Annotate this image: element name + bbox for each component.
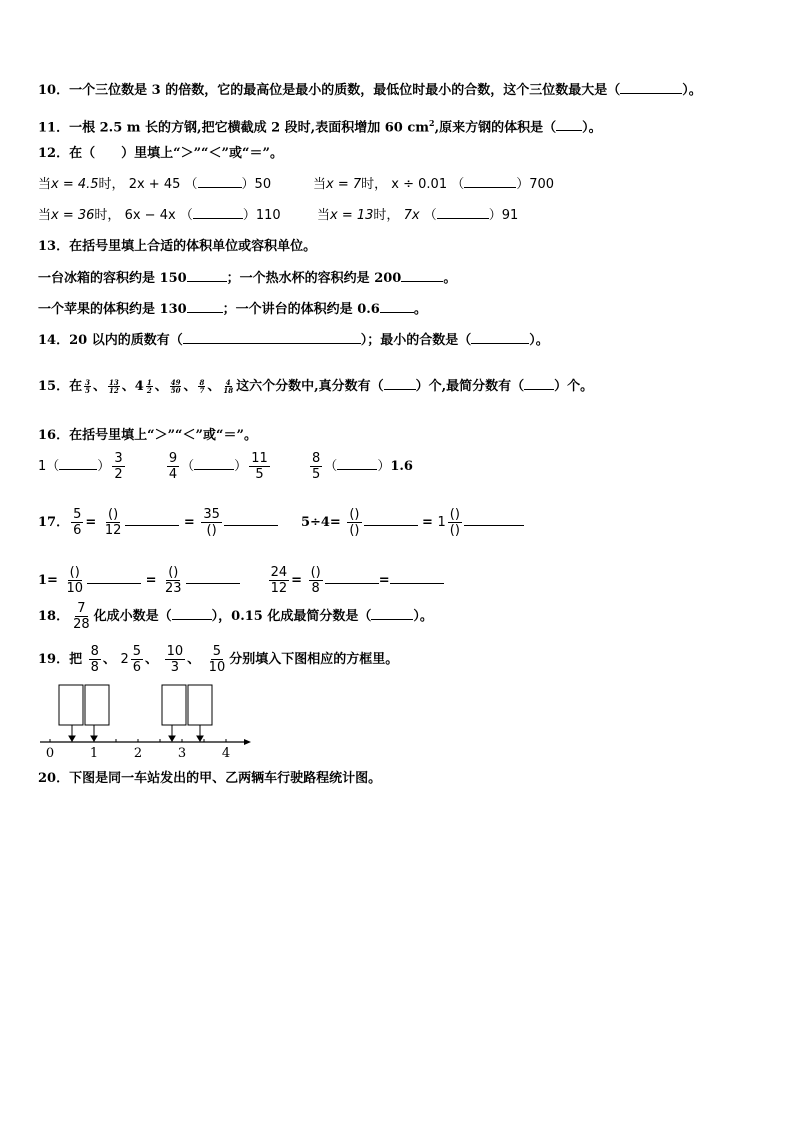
answer-blank[interactable] (471, 343, 529, 344)
fraction (71, 602, 92, 631)
text: 当 (313, 177, 327, 192)
numerator: 49 (170, 378, 181, 387)
fraction (84, 379, 91, 394)
sep: 、 (102, 652, 116, 667)
question-13-title (38, 238, 316, 256)
question-19 (38, 645, 398, 674)
question-18 (38, 602, 433, 631)
question-16-row (38, 452, 413, 481)
paren: ） (242, 208, 256, 223)
compare-blank[interactable] (198, 187, 242, 188)
value: 91 (501, 208, 519, 223)
fraction (89, 645, 101, 674)
question-13-line-2 (38, 301, 427, 319)
denominator: 4 (168, 467, 178, 482)
answer-blank[interactable] (325, 583, 379, 584)
question-11 (38, 114, 602, 137)
paren: ） (488, 208, 502, 223)
condition: x = 7 (326, 177, 362, 192)
answer-blank[interactable] (390, 583, 444, 584)
fraction (207, 645, 228, 674)
paren: （ (184, 177, 198, 192)
numerator: 5 (73, 507, 82, 522)
question-12-title (38, 145, 283, 163)
text: 时， (94, 208, 121, 223)
numerator-blank[interactable]: () (168, 565, 179, 580)
compare-blank[interactable] (337, 469, 377, 470)
tick-label-4: 4 (221, 746, 231, 761)
whole: 2 (120, 652, 129, 667)
numerator: 4 (225, 378, 231, 387)
answer-blank[interactable] (183, 343, 361, 344)
superscript: 2 (429, 118, 435, 128)
question-13-line-1 (38, 270, 456, 288)
whole: 4 (134, 379, 144, 394)
denominator: 5 (255, 467, 264, 482)
question-20 (38, 770, 381, 788)
numerator: 7 (77, 601, 86, 616)
numerator-blank[interactable]: () (310, 565, 321, 580)
compare-blank[interactable] (437, 218, 489, 219)
text: ）。 (529, 333, 549, 348)
fraction (103, 508, 124, 537)
sep: 、 (121, 379, 135, 394)
paren: ） (377, 459, 391, 474)
compare-blank[interactable] (59, 469, 97, 470)
fraction (198, 379, 205, 394)
answer-box-2[interactable] (85, 685, 109, 725)
denominator: 2 (146, 386, 152, 395)
text: 时， (373, 208, 400, 223)
text: ）个。 (554, 379, 594, 394)
numerator: 3 (114, 451, 123, 466)
question-number: 16． (38, 428, 70, 443)
question-number: 18． (38, 609, 70, 624)
value: 110 (255, 208, 281, 223)
tick-label-2: 2 (133, 746, 143, 761)
paren: （ (324, 459, 338, 474)
question-text: 在括号里填上“＞”“＜”或“＝”。 (69, 428, 257, 443)
fraction (167, 452, 179, 481)
numerator-blank[interactable]: () (349, 507, 360, 522)
question-17-row-1 (38, 508, 524, 537)
fraction (108, 379, 120, 394)
paren: （ (46, 459, 60, 474)
question-number: 10． (38, 83, 70, 98)
compare-blank[interactable] (464, 187, 516, 188)
question-text-cont: ,原来方钢的体积是（ (434, 120, 557, 136)
fraction (131, 645, 143, 674)
question-number: 14． (38, 333, 70, 348)
unit-blank[interactable] (187, 312, 223, 313)
answer-blank[interactable] (384, 389, 416, 390)
answer-blank[interactable] (125, 525, 179, 526)
denominator: 6 (132, 660, 142, 675)
condition: x = 4.5 (51, 177, 99, 192)
expression: x ÷ 0.01 (391, 177, 448, 192)
equals: = (291, 573, 303, 588)
fraction (170, 379, 182, 394)
expression: 6x − 4x (124, 208, 176, 223)
fraction (64, 566, 85, 595)
answer-box-4[interactable] (188, 685, 212, 725)
question-number: 19． (38, 652, 70, 667)
question-text: 在（ ）里填上“＞”“＜”或“＝”。 (69, 146, 283, 161)
numerator: 8 (312, 451, 321, 466)
text: 当 (38, 177, 52, 192)
number-line-figure (40, 682, 252, 762)
question-12-row-1b (313, 176, 554, 194)
equals: = (422, 515, 433, 530)
paren: ） (97, 459, 111, 474)
question-10 (38, 82, 702, 100)
text: 把 (69, 652, 83, 667)
unit-blank[interactable] (380, 312, 414, 313)
numerator: 35 (203, 507, 220, 522)
question-text: 一个三位数是 3 的倍数，它的最高位是最小的质数，最低位时最小的合数，这个三位数最大是（ (69, 83, 621, 98)
text: 时， (361, 177, 388, 192)
text: 。 (443, 271, 457, 286)
question-number: 13． (38, 239, 70, 254)
tick-label-1: 1 (89, 746, 99, 761)
question-15 (38, 378, 593, 396)
text: 当 (317, 208, 331, 223)
condition: x = 36 (51, 208, 95, 223)
text: ）个,最简分数有（ (415, 379, 525, 394)
text: 。 (413, 302, 427, 317)
numerator: 8 (90, 644, 99, 659)
denominator: 12 (270, 581, 288, 596)
sep: 、 (154, 379, 168, 394)
fraction (112, 452, 124, 481)
unit-blank[interactable] (401, 281, 443, 282)
question-tail: ）。 (682, 83, 702, 98)
fraction (201, 508, 222, 537)
paren: （ (181, 459, 195, 474)
question-number: 20． (38, 771, 70, 786)
division-text: 5÷4= (300, 515, 341, 530)
question-number: 11． (38, 120, 70, 136)
denominator-blank[interactable]: () (206, 523, 217, 538)
text: 20 以内的质数有（ (69, 333, 183, 348)
numerator: 3 (85, 378, 90, 387)
text: ；一个讲台的体积约是 0.6 (222, 302, 380, 317)
question-12-row-2b (317, 207, 518, 225)
fraction (146, 379, 153, 394)
answer-box-3[interactable] (162, 685, 186, 725)
denominator: 8 (90, 660, 99, 675)
answer-blank[interactable] (364, 525, 418, 526)
question-17-row-2 (38, 566, 444, 595)
equals: = (85, 515, 97, 530)
denominator: 18 (223, 386, 234, 395)
value: 1 (38, 459, 47, 474)
fraction (249, 452, 270, 481)
numerator: 24 (270, 565, 288, 580)
question-number: 12． (38, 146, 70, 161)
question-number: 17． (38, 515, 70, 530)
answer-blank[interactable] (172, 619, 212, 620)
fraction (309, 566, 323, 595)
question-12-row-1a (38, 176, 271, 194)
denominator: 10 (208, 660, 226, 675)
compare-blank[interactable] (193, 218, 243, 219)
text: 一台冰箱的容积约是 150 (38, 271, 187, 286)
sep: 、 (92, 379, 106, 394)
equals: = (183, 515, 195, 530)
answer-blank[interactable] (224, 525, 278, 526)
fraction (310, 452, 322, 481)
text: 1= (38, 573, 58, 588)
answer-blank[interactable] (620, 93, 682, 94)
numerator: 9 (168, 451, 178, 466)
question-tail: ）。 (582, 120, 602, 136)
sep: 、 (207, 379, 221, 394)
numerator: 8 (199, 378, 205, 387)
question-text: 一根 2.5 m 长的方钢,把它横截成 2 段时,表面积增加 60 cm (69, 120, 430, 136)
answer-blank[interactable] (186, 583, 240, 584)
text: 当 (38, 208, 52, 223)
numerator-blank[interactable]: () (449, 507, 460, 522)
text: 时， (98, 177, 125, 192)
fraction (71, 508, 83, 537)
question-14 (38, 332, 549, 350)
answer-blank[interactable] (87, 583, 141, 584)
paren: （ (179, 208, 193, 223)
paren: ） (516, 177, 530, 192)
value: 1.6 (390, 459, 413, 474)
text: ；一个热水杯的容积约是 200 (226, 271, 402, 286)
unit-blank[interactable] (187, 281, 227, 282)
paren: （ (451, 177, 465, 192)
denominator-blank[interactable]: () (449, 523, 460, 538)
numerator: 1 (146, 378, 152, 387)
fraction (222, 379, 234, 394)
fraction (448, 508, 462, 537)
condition: x = 13 (330, 208, 374, 223)
question-number: 15． (38, 379, 70, 394)
denominator: 7 (199, 386, 205, 395)
text: 在 (69, 379, 83, 394)
tick-label-3: 3 (177, 746, 187, 761)
sep: 、 (183, 379, 197, 394)
question-16-title (38, 427, 257, 445)
denominator: 12 (104, 523, 122, 538)
expression: 7x (403, 208, 420, 223)
numerator: 11 (251, 451, 268, 466)
question-text: 下图是同一车站发出的甲、乙两辆车行驶路程统计图。 (69, 771, 382, 786)
denominator: 10 (66, 581, 84, 596)
value: 700 (529, 177, 555, 192)
text: 分别填入下图相应的方框里。 (229, 652, 399, 667)
denominator: 2 (114, 467, 123, 482)
denominator-blank[interactable]: () (349, 523, 360, 538)
text: ），0.15 化成最简分数是（ (211, 609, 372, 624)
expression: 2x + 45 (128, 177, 181, 192)
answer-blank[interactable] (556, 130, 582, 131)
fraction (347, 508, 361, 537)
denominator: 5 (312, 467, 321, 482)
text: ）；最小的合数是（ (360, 333, 472, 348)
equals: = (145, 573, 157, 588)
text: 一个苹果的体积约是 130 (38, 302, 187, 317)
numerator: 13 (109, 378, 119, 387)
denominator: 5 (85, 386, 90, 395)
text: ）。 (413, 609, 433, 624)
paren: （ (423, 208, 437, 223)
numerator-blank[interactable]: () (69, 565, 80, 580)
answer-blank[interactable] (464, 525, 524, 526)
axis-arrow-icon (244, 739, 251, 745)
fraction (165, 645, 186, 674)
denominator: 50 (170, 386, 181, 395)
denominator: 8 (311, 581, 320, 596)
text: 化成小数是（ (93, 609, 172, 624)
numerator: 5 (132, 644, 142, 659)
fraction (163, 566, 184, 595)
fraction (269, 566, 290, 595)
answer-box-1[interactable] (59, 685, 83, 725)
compare-blank[interactable] (194, 469, 234, 470)
pointer-arrows (69, 725, 203, 741)
denominator: 23 (165, 581, 182, 596)
denominator: 3 (170, 660, 179, 675)
whole: 1 (437, 515, 446, 530)
denominator: 6 (73, 523, 82, 538)
numerator: 10 (166, 644, 184, 659)
question-text: 在括号里填上合适的体积单位或容积单位。 (69, 239, 317, 254)
paren: ） (234, 459, 248, 474)
question-12-row-2a (38, 207, 281, 225)
numerator: 5 (212, 644, 222, 659)
value: 50 (254, 177, 272, 192)
denominator: 12 (109, 386, 119, 395)
denominator: 28 (73, 617, 90, 632)
answer-blank[interactable] (524, 389, 554, 390)
paren: ） (241, 177, 255, 192)
answer-blank[interactable] (371, 619, 413, 620)
tick-label-0: 0 (45, 746, 55, 761)
numerator-blank[interactable]: () (108, 507, 119, 522)
sep: 、 (187, 652, 201, 667)
equals: = (378, 573, 390, 588)
text: 这六个分数中,真分数有（ (236, 379, 384, 394)
sep: 、 (145, 652, 159, 667)
